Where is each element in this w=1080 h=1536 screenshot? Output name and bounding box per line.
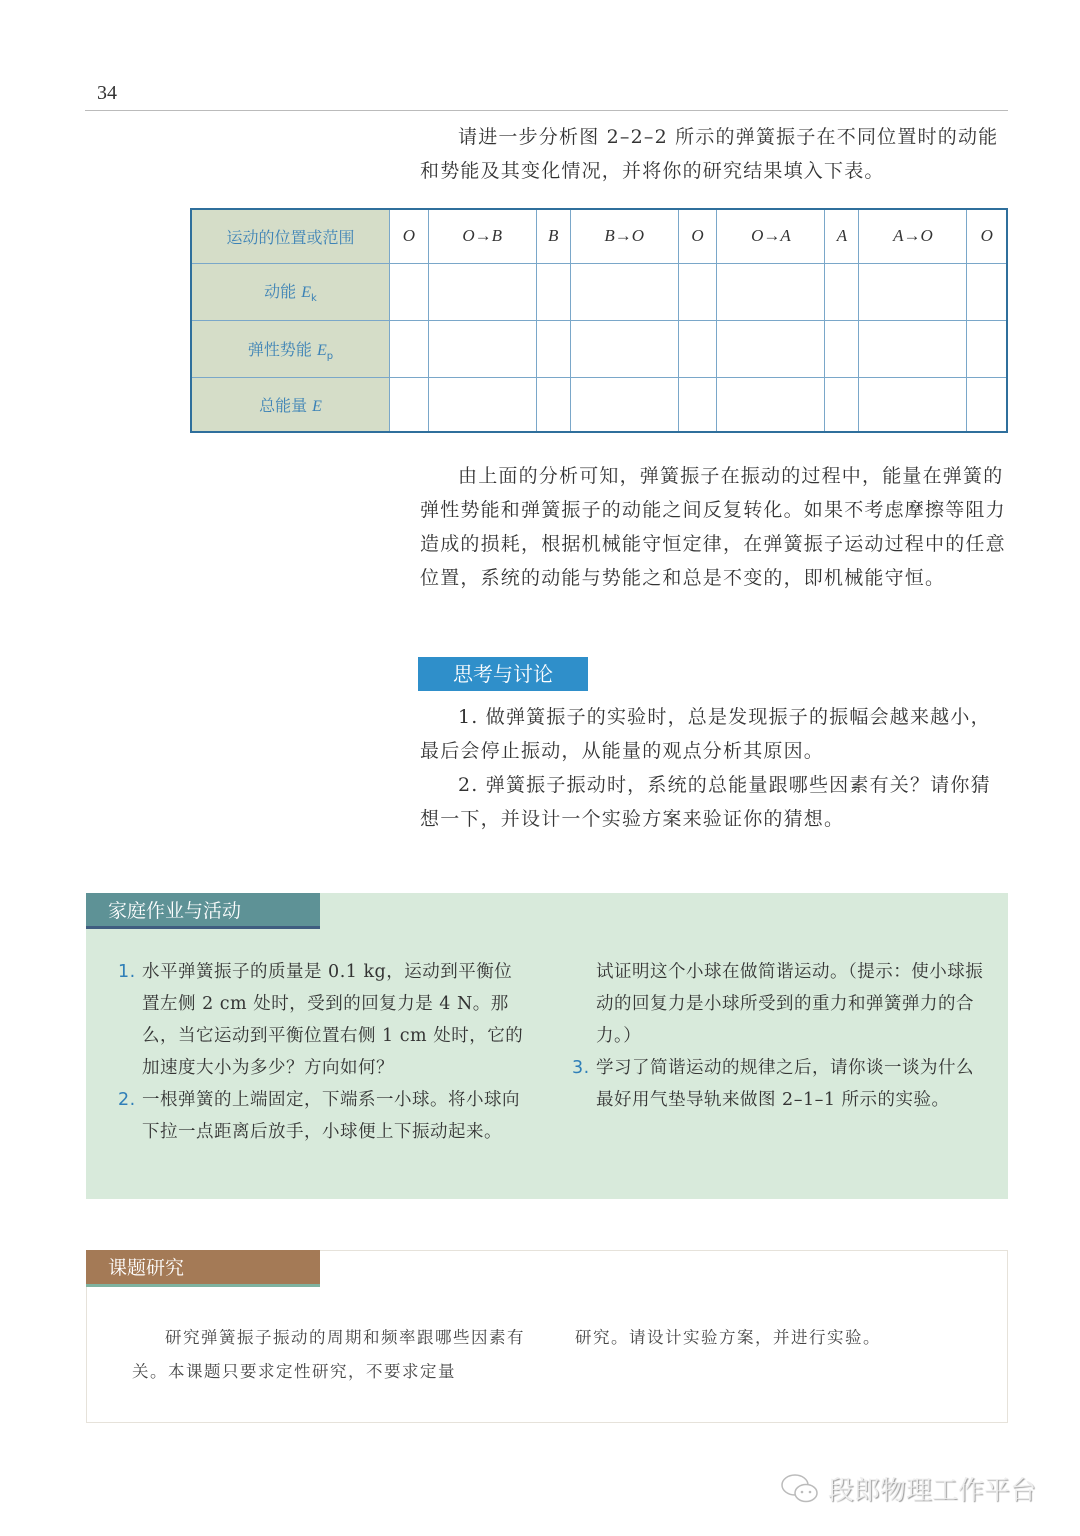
table-row (191, 378, 1007, 432)
empty-cell[interactable] (390, 263, 429, 320)
homework-heading: 家庭作业与活动 (86, 893, 320, 929)
homework-left-column (118, 956, 526, 1148)
table-row (191, 263, 1007, 320)
table-position: O (390, 209, 429, 263)
subscript: k (311, 293, 317, 305)
empty-cell[interactable] (717, 320, 825, 377)
homework-right-column (572, 956, 984, 1116)
row-label-potential (191, 320, 390, 377)
table-header-label: 运动的位置或范围 (191, 209, 390, 263)
symbol: E (312, 398, 322, 416)
empty-cell[interactable] (570, 378, 678, 432)
row-label-kinetic (191, 263, 390, 320)
table-position: O→B (428, 209, 536, 263)
empty-cell[interactable] (570, 320, 678, 377)
subscript: p (326, 350, 334, 362)
table-row (191, 320, 1007, 377)
empty-cell[interactable] (717, 378, 825, 432)
discussion-list (420, 700, 1010, 836)
table-position: B→O (570, 209, 678, 263)
empty-cell[interactable] (536, 320, 570, 377)
empty-cell[interactable] (825, 263, 859, 320)
wechat-icon (780, 1472, 820, 1506)
empty-cell[interactable] (428, 378, 536, 432)
item-number: 3. (572, 1058, 590, 1078)
watermark (780, 1470, 1036, 1507)
intro-paragraph (420, 120, 1010, 188)
analysis-paragraph (420, 459, 1010, 595)
research-heading: 课题研究 (86, 1250, 320, 1287)
header-rule (85, 110, 1008, 111)
energy-table (190, 208, 1008, 433)
research-text-right: 研究。请设计实验方案，并进行实验。 (575, 1328, 881, 1347)
watermark-text: 段郎物理工作平台 (828, 1476, 1037, 1506)
empty-cell[interactable] (825, 320, 859, 377)
item-text: 水平弹簧振子的质量是 0.1 kg，运动到平衡位置左侧 2 cm 处时，受到的回复力是 4 N。那么，当它运动到平衡位置右侧 1 cm 处时，它的加速度大小为多少？方向如何？ (142, 962, 524, 1078)
item-text: 试证明这个小球在做简谐运动。（提示：使小球振动的回复力是小球所受到的重力和弹簧弹力的合力。） (596, 962, 984, 1046)
empty-cell[interactable] (390, 378, 429, 432)
item-text: 学习了简谐运动的规律之后，请你谈一谈为什么最好用气垫导轨来做图 2–1–1 所示的实验。 (596, 1058, 974, 1110)
empty-cell[interactable] (428, 263, 536, 320)
row-label-text: 总能量 (259, 396, 313, 416)
table-position: A (825, 209, 859, 263)
empty-cell[interactable] (428, 320, 536, 377)
empty-cell[interactable] (717, 263, 825, 320)
empty-cell[interactable] (678, 320, 717, 377)
discussion-item: 2. 弹簧振子振动时，系统的总能量跟哪些因素有关？请你猜想一下，并设计一个实验方案来验证你的猜想。 (420, 774, 991, 830)
homework-item (572, 1052, 984, 1116)
empty-cell[interactable] (678, 378, 717, 432)
empty-cell[interactable] (967, 320, 1007, 377)
research-text-left: 研究弹簧振子振动的周期和频率跟哪些因素有关。本课题只要求定性研究，不要求定量 (132, 1328, 525, 1381)
item-number: 2. (118, 1090, 136, 1110)
row-label-text: 动能 (264, 282, 302, 302)
intro-text: 请进一步分析图 2–2–2 所示的弹簧振子在不同位置时的动能和势能及其变化情况，并将你的研究结果填入下表。 (420, 126, 999, 182)
empty-cell[interactable] (390, 320, 429, 377)
table-position: O (678, 209, 717, 263)
homework-item (118, 956, 526, 1084)
table-position: B (536, 209, 570, 263)
item-number: 1. (118, 962, 136, 982)
symbol: E (316, 341, 327, 359)
empty-cell[interactable] (859, 378, 967, 432)
empty-cell[interactable] (859, 263, 967, 320)
discussion-item: 1. 做弹簧振子的实验时，总是发现振子的振幅会越来越小，最后会停止振动，从能量的观点分析其原因。 (420, 706, 991, 762)
homework-item-continued (572, 956, 984, 1052)
page-number: 34 (97, 82, 117, 104)
empty-cell[interactable] (570, 263, 678, 320)
table-position: A→O (859, 209, 967, 263)
table-position: O→A (717, 209, 825, 263)
empty-cell[interactable] (678, 263, 717, 320)
empty-cell[interactable] (967, 263, 1007, 320)
analysis-text: 由上面的分析可知，弹簧振子在振动的过程中，能量在弹簧的弹性势能和弹簧振子的动能之间反复转化。如果不考虑摩擦等阻力造成的损耗，根据机械能守恒定律，在弹簧振子运动过程中的任意位置，系统的动能与势能之和总是不变的，即机械能守恒。 (420, 465, 1006, 589)
table-row (191, 209, 1007, 263)
symbol: E (301, 284, 312, 302)
empty-cell[interactable] (825, 378, 859, 432)
empty-cell[interactable] (967, 378, 1007, 432)
item-text: 一根弹簧的上端固定，下端系一小球。将小球向下拉一点距离后放手，小球便上下振动起来。 (142, 1090, 520, 1142)
empty-cell[interactable] (536, 378, 570, 432)
discussion-heading: 思考与讨论 (418, 657, 588, 691)
table-position: O (967, 209, 1007, 263)
homework-item (118, 1084, 526, 1148)
empty-cell[interactable] (536, 263, 570, 320)
row-label-total (191, 378, 390, 432)
empty-cell[interactable] (859, 320, 967, 377)
row-label-text: 弹性势能 (247, 339, 317, 359)
